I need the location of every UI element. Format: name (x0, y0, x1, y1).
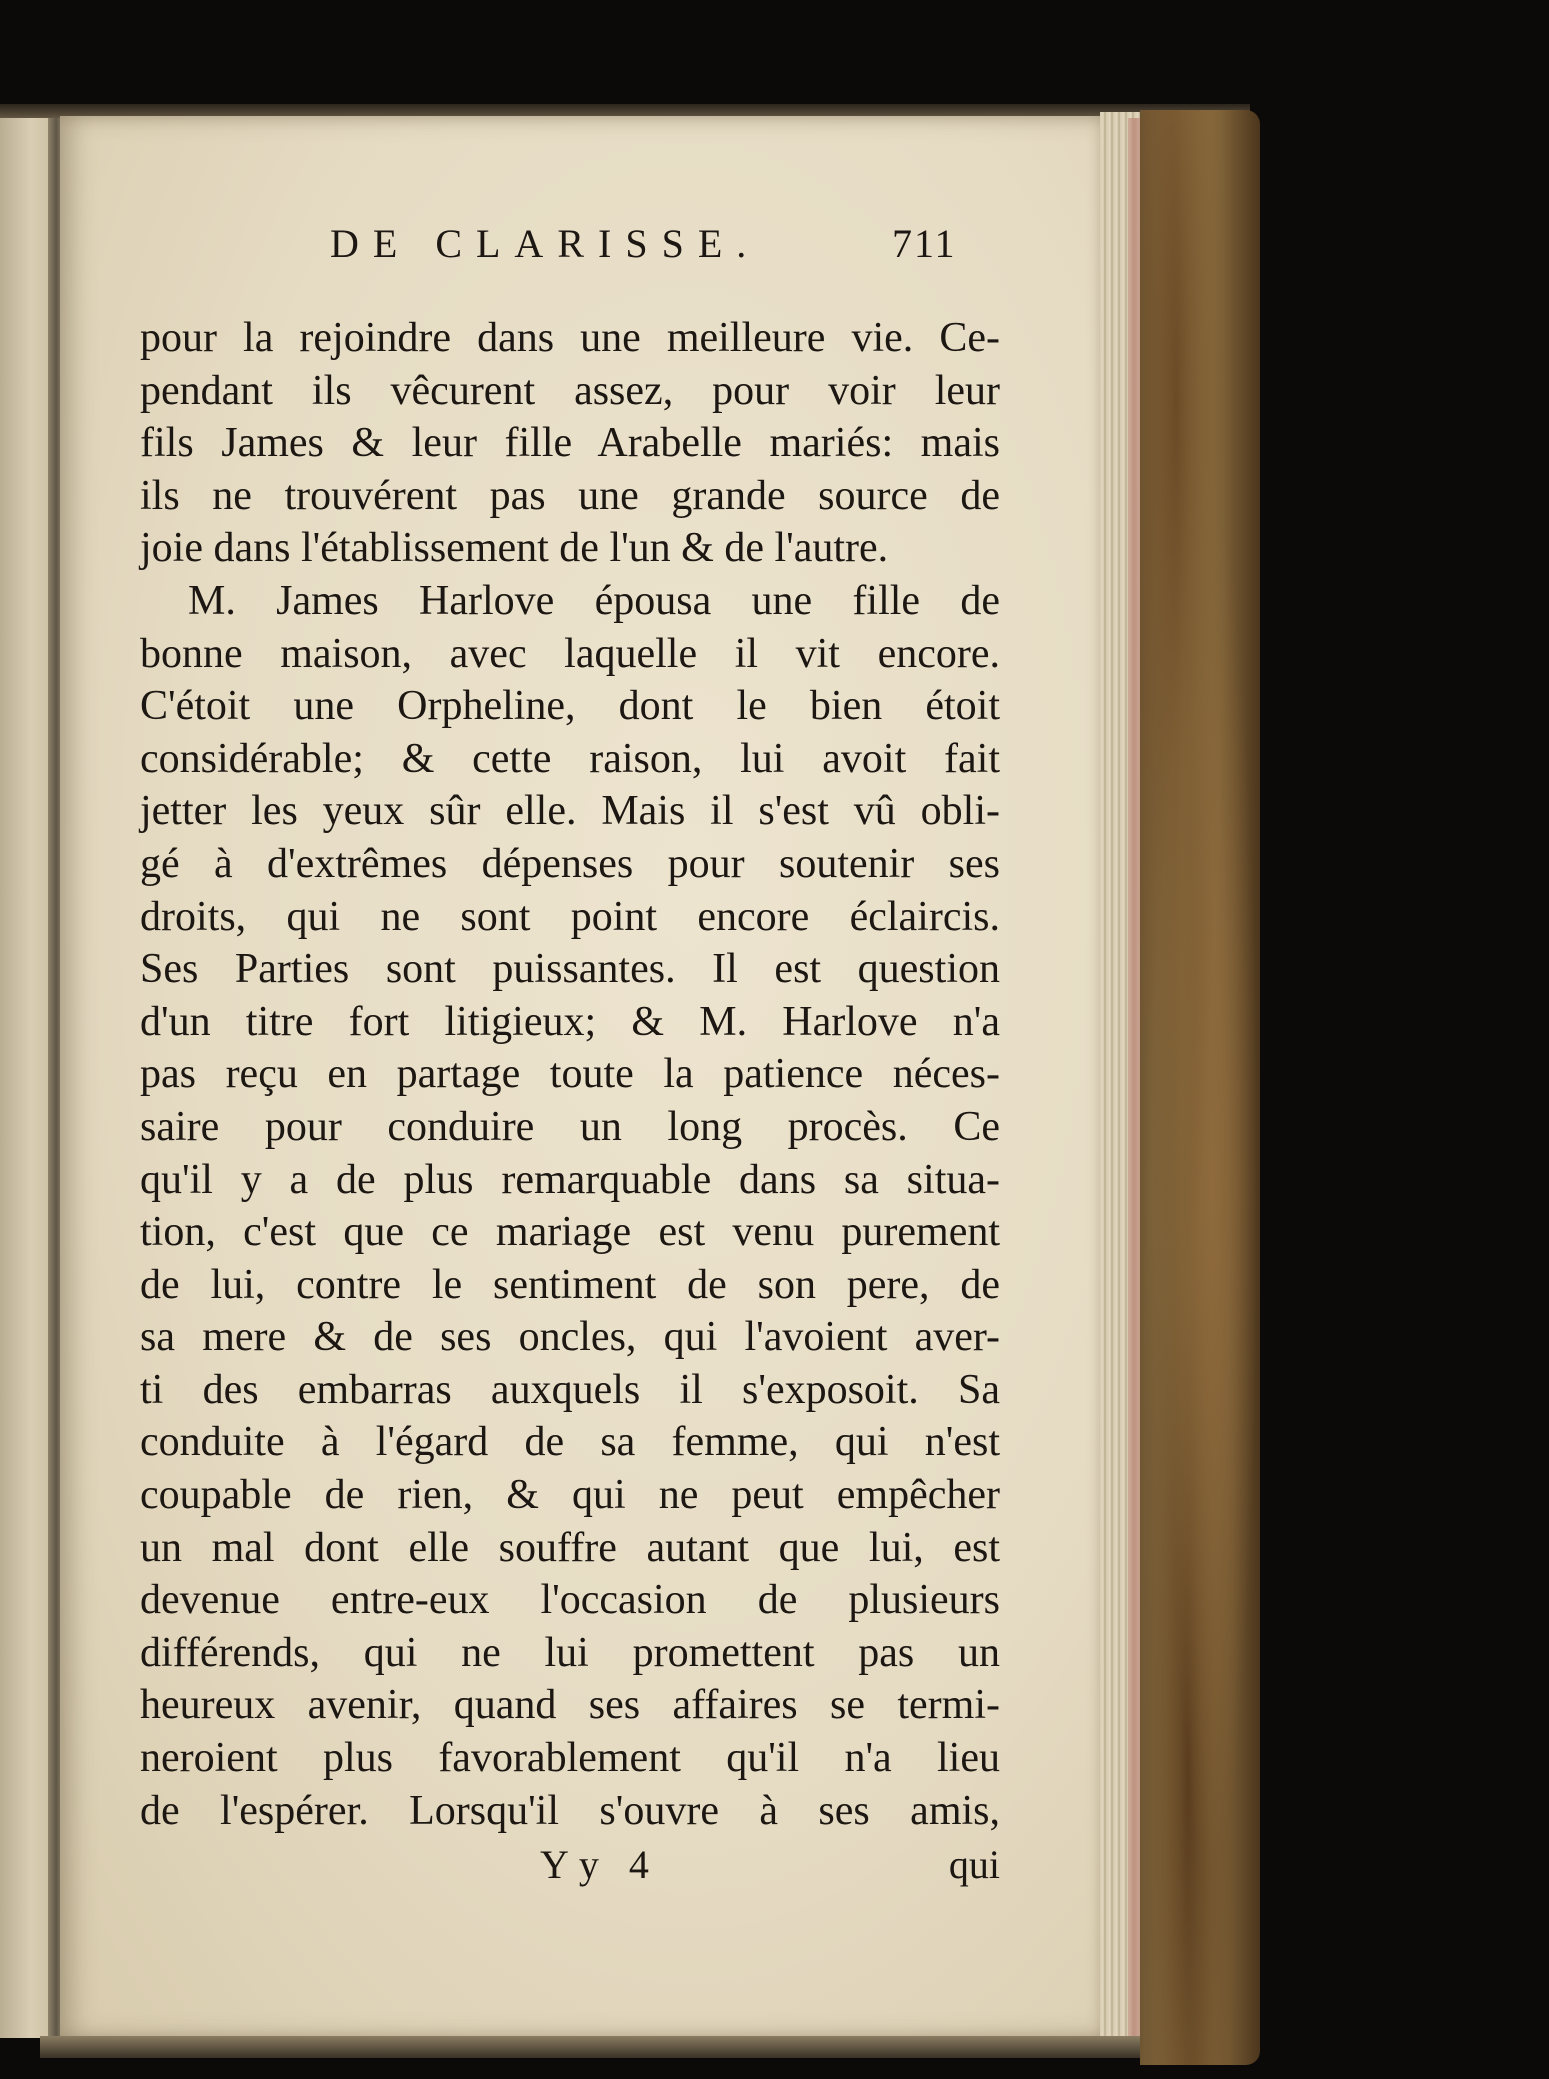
catchword: qui (948, 1842, 1000, 1888)
book-bottom-edge (40, 2036, 1140, 2058)
text-line: coupable de rien, & qui ne peut empêcher (140, 1472, 1000, 1519)
text-line: pour la rejoindre dans une meilleure vie. Ce- (140, 315, 1000, 361)
text-line: tion, c'est que ce mariage est venu purement (140, 1209, 1000, 1256)
text-line: ils ne trouvérent pas une grande source de (140, 472, 1000, 519)
text-line: neroient plus favorablement qu'il n'a lieu (140, 1735, 1000, 1782)
text-line: M. James Harlove épousa une fille de (188, 577, 1000, 624)
text-line: pas reçu en partage toute la patience néces- (140, 1051, 1000, 1098)
text-line: jetter les yeux sûr elle. Mais il s'est vû obli- (140, 788, 1000, 835)
leather-binding (1140, 110, 1260, 2065)
signature-mark: Yy 4 (540, 1842, 659, 1888)
text-line: heureux avenir, quand ses affaires se termi- (140, 1682, 1000, 1729)
text-line: bonne maison, avec laquelle il vit encore. (140, 630, 1000, 677)
text-line: ti des embarras auxquels il s'exposoit. Sa (140, 1366, 1000, 1413)
text-line: un mal dont elle souffre autant que lui, est (140, 1524, 1000, 1571)
text-line: devenue entre-eux l'occasion de plusieurs (140, 1577, 1000, 1624)
text-line: pendant ils vêcurent assez, pour voir leur (140, 367, 1000, 414)
page-text (140, 220, 1000, 1901)
text-line: conduite à l'égard de sa femme, qui n'est (140, 1419, 1000, 1466)
text-line: de l'espérer. Lorsqu'il s'ouvre à ses amis, (140, 1787, 1000, 1834)
text-line: joie dans l'établissement de l'un & de l'autre. (140, 525, 889, 572)
text-line: saire pour conduire un long procès. Ce (140, 1103, 1000, 1150)
page-footer (140, 1841, 1000, 1901)
text-line: gé à d'extrêmes dépenses pour soutenir ses (140, 840, 1000, 887)
running-title: DE CLARISSE. (330, 221, 761, 266)
text-line: qu'il y a de plus remarquable dans sa situa- (140, 1156, 1000, 1203)
text-line: différends, qui ne lui promettent pas un (140, 1629, 1000, 1676)
text-line: C'étoit une Orpheline, dont le bien étoit (140, 683, 1000, 730)
text-line: considérable; & cette raison, lui avoit fait (140, 735, 1000, 782)
text-line: droits, qui ne sont point encore éclaircis. (140, 893, 1000, 940)
page-header (140, 220, 1000, 290)
text-line: d'un titre fort litigieux; & M. Harlove n'a (140, 998, 1000, 1045)
body-text (140, 312, 1000, 1837)
text-line: de lui, contre le sentiment de son pere, de (140, 1261, 1000, 1308)
text-line: fils James & leur fille Arabelle mariés: mais (140, 420, 1000, 467)
text-line: Ses Parties sont puissantes. Il est question (140, 946, 1000, 993)
text-line: sa mere & de ses oncles, qui l'avoient aver- (140, 1314, 1000, 1361)
page-number: 711 (892, 221, 957, 266)
